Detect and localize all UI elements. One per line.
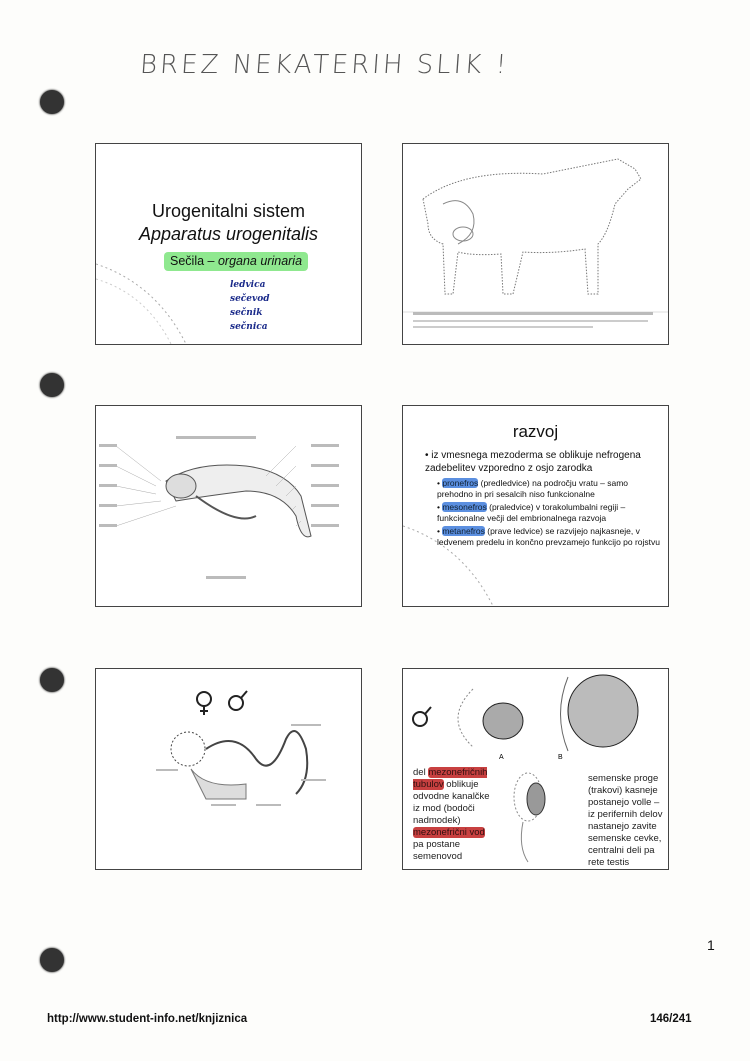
- subbullet-pronefros: • pronefros (predledvice) na področju vratu – samo prehodno in pri sesalcih niso funkcionalne: [437, 478, 629, 499]
- cow-anatomy-illustration: [403, 144, 668, 344]
- subbullet-list: [437, 478, 662, 550]
- figure-label-b: B: [558, 754, 563, 761]
- slide-testis-development: [402, 668, 669, 870]
- punch-hole: [40, 373, 64, 397]
- gonad-development-illustration: [96, 669, 361, 869]
- slide-gonad-diagram: [95, 668, 362, 870]
- urogenital-anatomy-illustration: [96, 406, 361, 606]
- subbullet-metanefros: • metanefros (prave ledvice) se razvijejo najkasneje, v ledvenem predelu in končno prevzamejo funkcijo po rojstvu: [437, 526, 661, 547]
- highlighted-subtitle: Sečila – organa urinaria: [164, 252, 308, 271]
- handwritten-note: sečnik: [230, 308, 263, 318]
- bullet-main: • iz vmesnega mezoderma se oblikuje nefrogena zadebelitev vzporedno z osjo zarodka: [425, 450, 641, 474]
- slide-heading: Urogenitalni sistem Apparatus urogenitalis: [138, 201, 319, 244]
- epididymis-illustration: [498, 767, 578, 867]
- footer-url[interactable]: http://www.student-info.net/knjiznica: [47, 1013, 248, 1025]
- page-number: 1: [707, 937, 715, 953]
- slide-cow-figure: [402, 143, 669, 345]
- footer-page-count: 146/241: [650, 1013, 692, 1025]
- handwritten-note: ledvica: [230, 280, 266, 290]
- slide-heading: razvoj: [512, 422, 559, 441]
- subbullet-mesonefros: • mesonefros (praledvice) v torakolumbalni regiji – funkcionalne večji del embrionalnega razvoja: [437, 502, 626, 523]
- punch-hole: [40, 948, 64, 972]
- testis-development-illustration: [403, 669, 668, 765]
- handwritten-note: sečnica: [230, 322, 268, 332]
- slide-title: [95, 143, 362, 345]
- slide-urogenital-diagram: [95, 405, 362, 607]
- figure-label-a: A: [499, 754, 504, 761]
- handwritten-title: BREZ NEKATERIH SLIK !: [138, 50, 511, 80]
- handwritten-note: sečevod: [230, 294, 270, 304]
- left-text: del mezonefričnih tubulov oblikuje odvodne kanalčke iz mod (bodoči nadmodek) mezonefrični vod pa postane semenovod: [413, 767, 490, 862]
- right-text: semenske proge (trakovi) kasneje postanejo volle – iz perifernih delov nastanejo zavite semenske cevke, centralni deli pa rete testis: [588, 773, 663, 868]
- punch-hole: [40, 90, 64, 114]
- slide-razvoj: [402, 405, 669, 607]
- punch-hole: [40, 668, 64, 692]
